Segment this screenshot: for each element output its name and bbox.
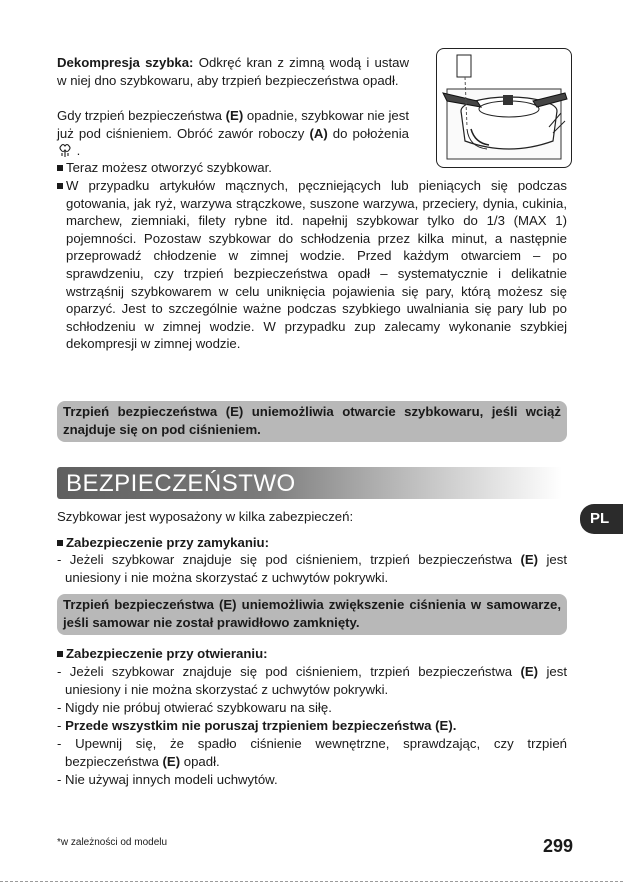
valve-text-e2: do położenia	[327, 125, 409, 141]
safety-pin-note-2-text: Trzpień bezpieczeństwa (E) uniemożliwia zwiększenie ciśnienia w samowarze, jeśli samowar nie został prawidłowo zamknięty.	[63, 597, 561, 630]
bullet-square-icon	[57, 651, 63, 657]
quick-decompression-paragraph	[57, 54, 409, 89]
opening-safety-heading-text: Zabezpieczenie przy otwieraniu:	[66, 646, 268, 661]
bottom-rule	[0, 881, 623, 882]
opening-item-1	[57, 663, 567, 698]
opening-item-4-c: opadł.	[180, 753, 220, 769]
bullet-square-icon	[57, 165, 63, 171]
safety-pin-note-2	[57, 594, 567, 635]
opening-item-3	[57, 717, 567, 735]
language-tab-label: PL	[590, 510, 610, 527]
opening-item-1-a: - Jeżeli szybkowar znajduje się pod ciśnieniem, trzpień bezpieczeństwa	[57, 664, 521, 679]
valve-text-end: .	[73, 143, 81, 159]
closing-safety-heading	[57, 534, 567, 552]
open-cooker-line	[57, 159, 567, 177]
quick-decompression-text: Odkręć kran z zimną wodą i ustaw w niej dno szybkowaru, aby trzpień bezpieczeństwa opadł.	[57, 55, 409, 88]
closing-item-1-c: jest uniesiony i nie można skorzystać z uchwytów pokrywki.	[65, 552, 567, 585]
opening-item-4	[57, 735, 567, 770]
valve-text-a: Gdy trzpień bezpieczeństwa	[57, 108, 226, 123]
closing-item-1	[57, 551, 567, 586]
open-cooker-text: Teraz możesz otworzyć szybkowar.	[66, 160, 272, 175]
opening-safety-heading	[57, 645, 567, 663]
valve-text-c: opadnie, szybkowar nie jest już pod ciśnieniem. Obróć zawór roboczy	[57, 108, 409, 141]
closing-item-1-e: (E)	[520, 552, 539, 567]
safety-pin-note-1-text: Trzpień bezpieczeństwa (E) uniemożliwia otwarcie szybkowaru, jeśli wciąż znajduje się on pod ciśnieniem.	[63, 404, 561, 437]
bullet-square-icon	[57, 183, 63, 189]
opening-item-1-c: jest uniesiony i nie można skorzystać z uchwytów pokrywki.	[65, 664, 567, 697]
closing-item-1-a: - Jeżeli szybkowar znajduje się pod ciśnieniem, trzpień bezpieczeństwa	[57, 552, 521, 567]
floury-foods-text: W przypadku artykułów mącznych, pęczniejących lub pieniących się podczas gotowania, jak ryż, warzywa strączkowe, suszone warzywa, przeciery, dynia, cukinia, marchew, ziemniaki, filety rybne itd. napełnij szybkowar tylko do 1/3 (MAX 1) pojemności. Pozostaw szybkowar do schłodzenia przez kilka minut, a następnie przeprowadź chłodzenie w zimnej wodzie. Przed każdym otwarciem – po sprawdzeniu, czy trzpień bezpieczeństwa opadł – systematycznie i delikatnie wstrząśnij szybkowarem w celu uniknięcia pojawienia się pary, którą możesz się oparzyć. Jest to szczególnie ważne podczas szybkiego uwalniania się pary lub po schłodzeniu w zimnej wodzie. W przypadku zup zalecamy wykonanie szybkiej dekompresji w zimnej wodzie.	[66, 178, 567, 352]
footnote: *w zależności od modelu	[57, 837, 168, 848]
opening-item-4-a: - Upewnij się, że spadło ciśnienie wewnętrzne, sprawdzając, czy trzpień bezpieczeństwa	[57, 736, 567, 769]
valve-text-a-label: (A)	[309, 125, 328, 141]
opening-item-1-e: (E)	[520, 664, 539, 679]
opening-item-3-dash: -	[57, 718, 66, 733]
opening-item-4-e: (E)	[162, 753, 181, 769]
bullet-square-icon	[57, 540, 63, 546]
safety-intro: Szybkowar jest wyposażony w kilka zabezpieczeń:	[57, 509, 354, 524]
valve-instruction-paragraph	[57, 107, 409, 163]
safety-pin-note-1	[57, 401, 567, 442]
opening-item-3-text: Przede wszystkim nie poruszaj trzpieniem bezpieczeństwa (E).	[65, 718, 457, 733]
page-number: 299	[543, 836, 574, 856]
opening-item-5: - Nie używaj innych modeli uchwytów.	[57, 772, 278, 787]
section-title: BEZPIECZEŃSTWO	[66, 470, 296, 497]
cooling-illustration	[436, 48, 572, 168]
valve-text-e: (E)	[225, 108, 244, 123]
quick-decompression-heading: Dekompresja szybka:	[57, 55, 194, 70]
floury-foods-paragraph	[57, 177, 567, 353]
opening-item-2: - Nigdy nie próbuj otwierać szybkowaru na siłę.	[57, 700, 332, 715]
closing-safety-heading-text: Zabezpieczenie przy zamykaniu:	[66, 535, 270, 550]
